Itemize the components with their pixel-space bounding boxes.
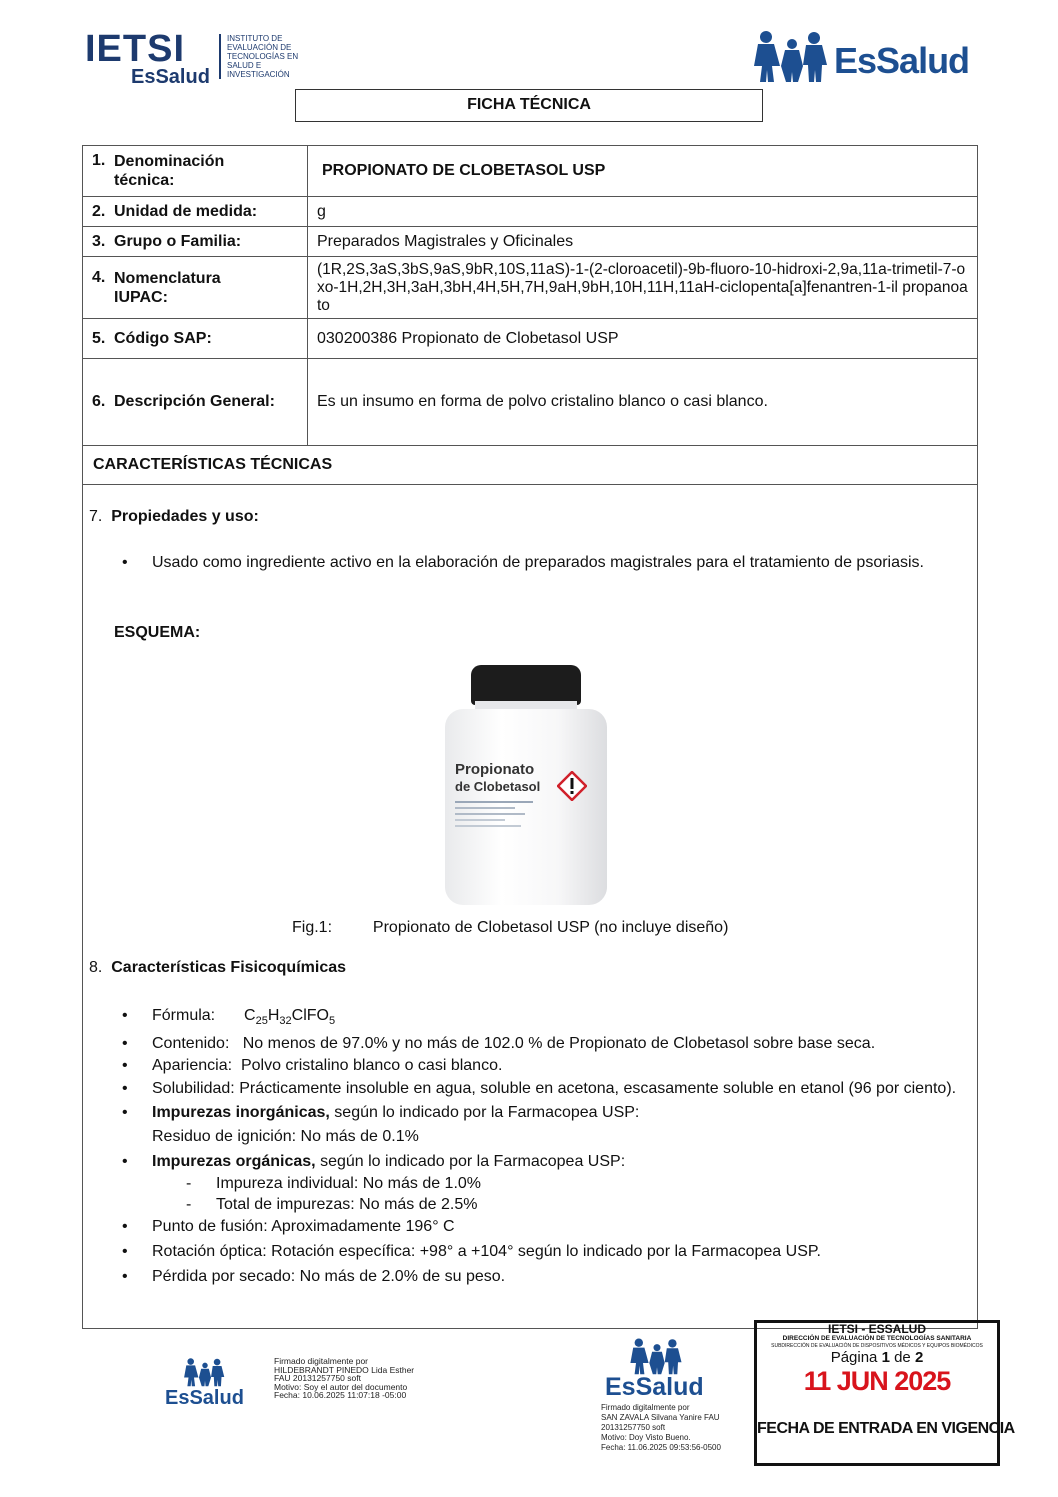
apariencia-value: Polvo cristalino blanco o casi blanco.	[240, 1057, 503, 1075]
solubilidad-value: Prácticamente insoluble en agua, soluble en acetona, escasamente soluble en etanol (96 por ciento).	[239, 1080, 957, 1098]
ietsi-institute-line: EVALUACIÓN DE	[227, 43, 292, 52]
ietsi-institute-text	[219, 34, 317, 79]
technical-section	[82, 446, 978, 1329]
family-figures-icon	[629, 1337, 685, 1375]
field-label: 1. Denominación técnica:	[83, 146, 308, 197]
figure-caption	[292, 918, 728, 938]
sub-item: - Impureza individual: No más de 1.0%	[186, 1175, 482, 1193]
product-bottle-image	[445, 665, 607, 905]
stamp-direction: DIRECCIÓN DE EVALUACIÓN DE TECNOLOGÍAS SANITARIA	[782, 1335, 972, 1342]
list-item-fusion: • Punto de fusión: Aproximadamente 196° C	[152, 1215, 972, 1239]
table-row	[83, 359, 978, 446]
formula-value: $C_{25}H_{32}ClFO_5$	[244, 1007, 336, 1028]
hazard-warning-icon	[557, 771, 587, 801]
bottle-label-lines	[455, 801, 533, 831]
stamp-subdirection: SUBDIRECCIÓN DE EVALUACIÓN DE DISPOSITIVOS MÉDICOS Y EQUIPOS BIOMÉDICOS	[771, 1343, 983, 1349]
list-item-apariencia	[152, 1056, 972, 1076]
list-item-impurezas-inorganicas	[152, 1101, 972, 1149]
table-row	[83, 257, 978, 319]
imp-org-value: según lo indicado por la Farmacopea USP:	[320, 1153, 626, 1171]
section-number: 7.	[89, 508, 103, 525]
table-row	[83, 227, 978, 257]
solubilidad-label: Solubilidad:	[152, 1080, 235, 1098]
technical-header: CARACTERÍSTICAS TÉCNICAS	[93, 456, 333, 473]
formula-label: Fórmula:	[152, 1007, 216, 1024]
ietsi-institute-line: INSTITUTO DE	[227, 34, 283, 43]
signature-1: Firmado digitalmente por HILDEBRANDT PINEDO Lida Esther FAU 20131257750 soft Motivo: Soy el autor del documento Fecha: 10.06.2025 11:07:18 -05:00	[274, 1356, 415, 1400]
list-item-formula	[152, 1006, 972, 1031]
table-row	[83, 319, 978, 359]
imp-inorg-label: Impurezas inorgánicas,	[152, 1104, 330, 1122]
list-item-rotacion: • Rotación óptica: Rotación específica: +98° a +104° según lo indicado por la Farmacopea USP.	[152, 1239, 972, 1264]
bottle-label-name-2: de Clobetasol	[455, 779, 541, 794]
essalud-logo	[752, 30, 982, 86]
footer-logo-2-word: EsSalud	[605, 1373, 704, 1401]
list-item-solubilidad	[152, 1079, 972, 1098]
stamp-page: Página 1 de 2	[830, 1349, 924, 1366]
footer-logo-1-word: EsSalud	[165, 1387, 244, 1409]
essalud-logo-word: EsSalud	[834, 40, 970, 81]
section-7-title	[89, 507, 259, 527]
field-value: Preparados Magistrales y Oficinales	[308, 227, 978, 257]
table-row	[83, 197, 978, 227]
ietsi-institute-line: SALUD E	[227, 61, 262, 70]
field-value: PROPIONATO DE CLOBETASOL USP	[308, 146, 978, 197]
ietsi-logo-word: IETSI	[85, 28, 186, 70]
field-value: 030200386 Propionato de Clobetasol USP	[308, 319, 978, 359]
field-label: 5. Código SAP:	[83, 319, 308, 359]
ietsi-institute-line: INVESTIGACIÓN	[227, 70, 290, 79]
figure-number: Fig.1:	[292, 919, 333, 936]
imp-inorg-value: según lo indicado por la Farmacopea USP:	[334, 1104, 640, 1122]
section-8-title	[89, 958, 346, 978]
stamp-caption: FECHA DE ENTRADA EN VIGENCIA	[757, 1420, 1015, 1437]
section-number: 8.	[89, 959, 103, 976]
contenido-label: Contenido:	[152, 1035, 230, 1053]
bottle-cap	[471, 665, 581, 705]
stamp-org: IETSI - ESSALUD	[827, 1322, 926, 1336]
ietsi-institute-line: TECNOLOGÍAS EN	[227, 52, 299, 61]
signature-2: Firmado digitalmente por SAN ZAVALA Silvana Yanire FAU 20131257750 soft Motivo: Doy Visto Bueno. Fecha: 11.06.2025 09:53:56-0500	[601, 1403, 721, 1452]
sub-item: - Total de impurezas: No más de 2.5%	[186, 1196, 478, 1214]
section-title: Propiedades y uso:	[111, 508, 259, 525]
field-label: 3. Grupo o Familia:	[83, 227, 308, 257]
figure-caption-text: Propionato de Clobetasol USP (no incluye diseño)	[372, 919, 729, 936]
section-8-list	[152, 1006, 972, 1289]
field-value: Es un insumo en forma de polvo cristalino blanco o casi blanco.	[308, 359, 978, 446]
bottle-label-name-1: Propionato	[455, 761, 535, 778]
family-figures-icon	[752, 30, 832, 82]
list-item-perdida: • Pérdida por secado: No más de 2.0% de su peso.	[152, 1264, 972, 1289]
doc-title: FICHA TÉCNICA	[295, 89, 763, 122]
list-item-impurezas-organicas	[152, 1151, 972, 1215]
list-item: • Usado como ingrediente activo en la elaboración de preparados magistrales para el tratamiento de psoriasis.	[152, 551, 962, 575]
bottle-body	[445, 709, 607, 905]
field-label: 6. Descripción General:	[83, 359, 308, 446]
validity-stamp	[754, 1320, 1015, 1466]
apariencia-label: Apariencia:	[152, 1057, 233, 1075]
ietsi-logo-essalud: EsSalud	[131, 66, 210, 88]
footer-logo-1	[165, 1357, 247, 1413]
ietsi-logo	[85, 30, 305, 90]
footer-logo-2	[605, 1337, 709, 1403]
list-item-contenido	[152, 1034, 972, 1054]
contenido-value: No menos de 97.0% y no más de 102.0 % de Propionato de Clobetasol sobre base seca.	[242, 1035, 876, 1053]
field-label: 2. Unidad de medida:	[83, 197, 308, 227]
section-title: Características Fisicoquímicas	[111, 959, 347, 976]
info-table	[82, 145, 978, 446]
technical-header-row	[83, 446, 977, 485]
imp-org-label: Impurezas orgánicas,	[152, 1153, 316, 1171]
stamp-date: 11 JUN 2025	[803, 1366, 951, 1396]
field-label: 4. Nomenclatura IUPAC:	[83, 257, 308, 319]
residuo-ignicion: Residuo de ignición: No más de 0.1%	[152, 1128, 419, 1146]
field-value: (1R,2S,3aS,3bS,9aS,9bR,10S,11aS)-1-(2-cloroacetil)-9b-fluoro-10-hidroxi-2,9a,11a-trimetil-7-oxo-1H,2H,3H,3aH,3bH,4H,5H,7H,9aH,9bH,10H,11H,11aH-ciclopenta[a]fenantren-1-il propanoato	[308, 257, 978, 319]
family-figures-icon	[183, 1357, 227, 1387]
field-value: g	[308, 197, 978, 227]
table-row	[83, 146, 978, 197]
esquema-label: ESQUEMA:	[114, 624, 201, 641]
section-7-list	[152, 551, 962, 575]
